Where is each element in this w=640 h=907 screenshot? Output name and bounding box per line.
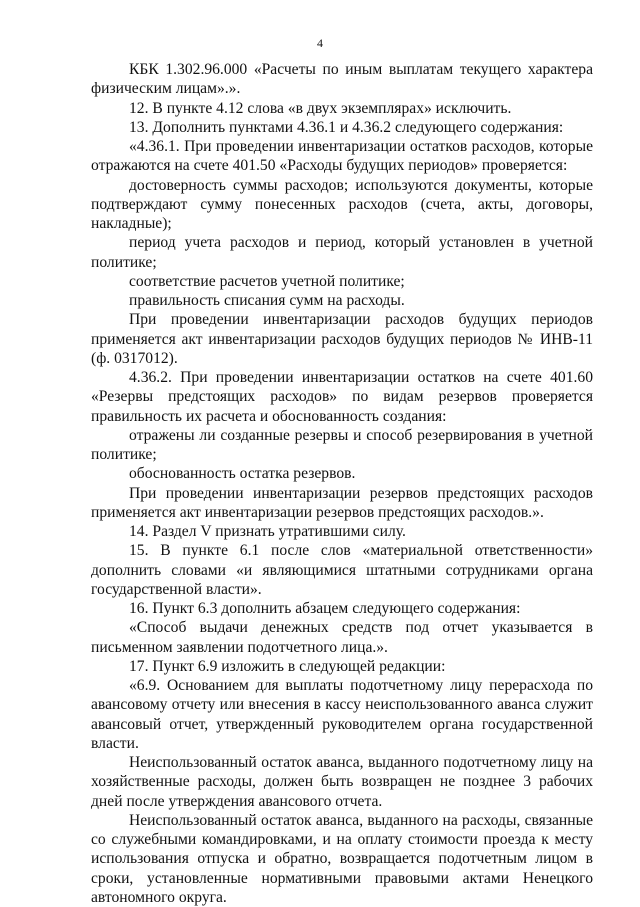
paragraph: правильность списания сумм на расходы. [129, 292, 405, 309]
paragraph: 16. Пункт 6.3 дополнить абзацем следующего содержания: [129, 600, 521, 617]
paragraph: соответствие расчетов учетной политике; [129, 272, 405, 290]
paragraph: 4.36.2. При проведении инвентаризации остатков на счете 401.60 «Резервы предстоящих расходов» по видам резервов проверяется правильность их расчета и обоснованность создания: [91, 369, 593, 425]
paragraph: период учета расходов и период, который установлен в учетной политике; [91, 234, 593, 271]
page-number: 4 [317, 36, 323, 50]
paragraph: «4.36.1. При проведении инвентаризации остатков расходов, которые отражаются на счете 401.50 «Расходы будущих периодов» проверяется: [91, 138, 593, 175]
paragraph: 14. Раздел V признать утратившими силу. [129, 523, 406, 540]
paragraph: При проведении инвентаризации резервов предстоящих расходов применяется акт инвентаризации резервов предстоящих расходов.». [91, 484, 593, 521]
paragraph: достоверность суммы расходов; используются документы, которые подтверждают сумму понесенных расходов (счета, акты, договоры, накладные); [91, 176, 593, 232]
paragraph: Неиспользованный остаток аванса, выданного подотчетному лицу на хозяйственные расходы, должен быть возвращен не позднее 3 рабочих дней после утверждения авансового отчета. [91, 754, 593, 810]
paragraph: 17. Пункт 6.9 изложить в следующей редакции: [129, 657, 446, 675]
paragraph: «6.9. Основанием для выплаты подотчетному лицу перерасхода по авансовому отчету или внесения в кассу неиспользованного аванса служит авансовый отчет, утвержденный руководителем органа государственной власти. [91, 677, 593, 752]
document-body [91, 60, 593, 907]
paragraph: Неиспользованный остаток аванса, выданного на расходы, связанные со служебными командировками, и на оплату стоимости проезда к месту использования отпуска и обратно, возвращается подотчетным лицом в сроки, установленные нормативными правовыми актами Ненецкого автономного округа. [91, 811, 593, 906]
paragraph: При проведении инвентаризации расходов будущих периодов применяется акт инвентаризации расходов будущих периодов № ИНВ-11 (ф. 0317012). [91, 311, 593, 367]
paragraph: 13. Дополнить пунктами 4.36.1 и 4.36.2 следующего содержания: [129, 118, 564, 136]
paragraph: обоснованность остатка резервов. [129, 465, 356, 483]
paragraph: КБК 1.302.96.000 «Расчеты по иным выплатам текущего характера физическим лицам».». [91, 61, 593, 98]
paragraph: отражены ли созданные резервы и способ резервирования в учетной политике; [91, 426, 593, 463]
paragraph: «Способ выдачи денежных средств под отчет указывается в письменном заявлении подотчетного лица.». [91, 619, 593, 656]
paragraph: 15. В пункте 6.1 после слов «материальной ответственности» дополнить словами «и являющимися штатными сотрудниками органа государственной власти». [91, 542, 593, 598]
paragraph: 12. В пункте 4.12 слова «в двух экземплярах» исключить. [129, 99, 512, 117]
